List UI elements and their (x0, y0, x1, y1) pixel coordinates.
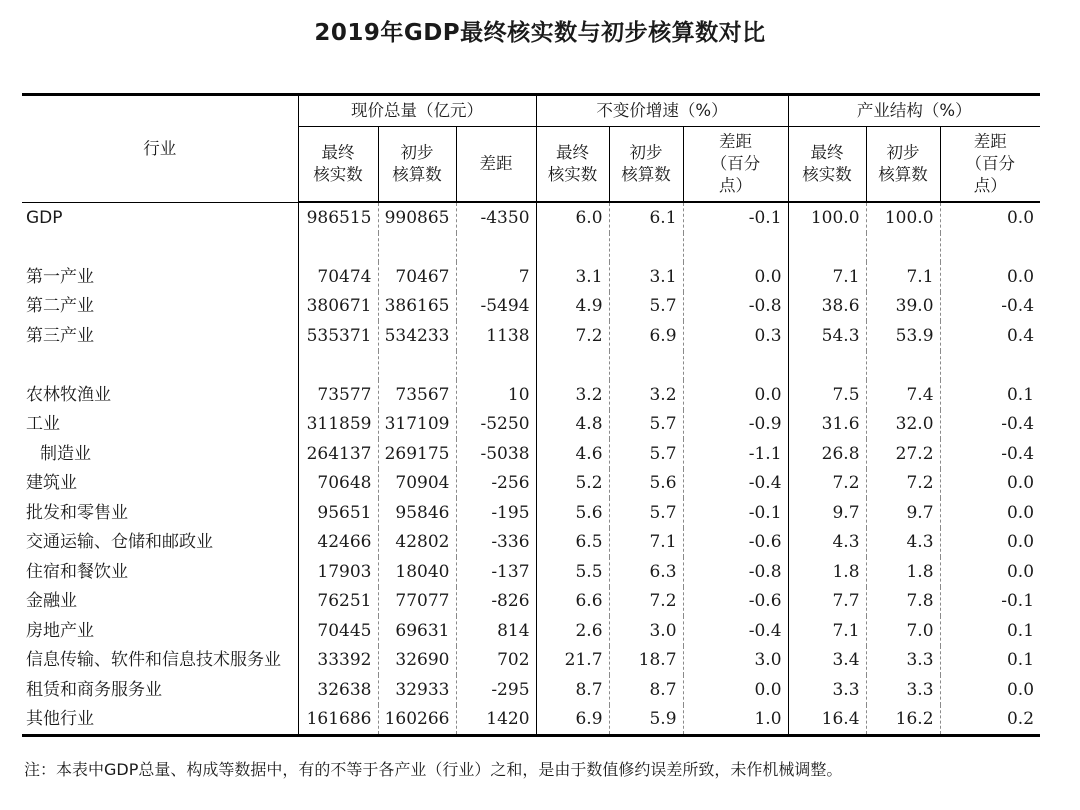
cell-structure-final: 3.4 (788, 646, 866, 676)
cell-structure-final: 100.0 (788, 202, 866, 233)
row-industry-name: 农林牧渔业 (26, 384, 111, 405)
cell-total-prelim: 32690 (378, 646, 456, 676)
cell-structure-diff: 0.0 (940, 528, 1040, 558)
cell-structure-diff: 0.1 (940, 616, 1040, 646)
cell-total-diff: 1420 (456, 705, 536, 736)
cell-total-prelim: 95846 (378, 498, 456, 528)
cell-structure-prelim: 27.2 (866, 439, 940, 469)
cell-total-final: 33392 (298, 646, 378, 676)
cell-total-final: 264137 (298, 439, 378, 469)
gdp-comparison-table (22, 93, 1040, 737)
cell-growth-prelim: 3.0 (609, 616, 683, 646)
footnote: 注：本表中GDP总量、构成等数据中，有的不等于各产业（行业）之和，是由于数值修约误差所致，未作机械调整。 (24, 760, 843, 779)
table-row (22, 439, 1040, 469)
cell-growth-prelim: 7.1 (609, 528, 683, 558)
table-row (22, 469, 1040, 499)
cell-growth-final: 3.2 (536, 380, 609, 410)
cell-growth-diff: -0.9 (683, 410, 788, 440)
cell-growth-prelim: 6.1 (609, 202, 683, 233)
cell-structure-diff: -0.4 (940, 410, 1040, 440)
cell-total-diff (456, 233, 536, 263)
cell-structure-prelim: 3.3 (866, 675, 940, 705)
cell-growth-final (536, 233, 609, 263)
table-row (22, 410, 1040, 440)
cell-total-final: 161686 (298, 705, 378, 736)
cell-growth-diff: -0.1 (683, 202, 788, 233)
cell-growth-final: 4.9 (536, 292, 609, 322)
cell-structure-diff: -0.1 (940, 587, 1040, 617)
cell-total-prelim: 18040 (378, 557, 456, 587)
cell-growth-final: 5.6 (536, 498, 609, 528)
table-title: 2019年GDP最终核实数与初步核算数对比 (314, 20, 766, 46)
row-industry-name: GDP (26, 207, 63, 228)
table-row (22, 675, 1040, 705)
cell-structure-final: 7.7 (788, 587, 866, 617)
cell-growth-final: 5.2 (536, 469, 609, 499)
cell-structure-diff: -0.4 (940, 439, 1040, 469)
cell-growth-final: 4.8 (536, 410, 609, 440)
cell-growth-prelim: 5.9 (609, 705, 683, 736)
cell-total-prelim: 317109 (378, 410, 456, 440)
cell-structure-prelim: 7.8 (866, 587, 940, 617)
cell-total-diff: -137 (456, 557, 536, 587)
table-row (22, 380, 1040, 410)
cell-structure-prelim: 4.3 (866, 528, 940, 558)
cell-growth-final: 2.6 (536, 616, 609, 646)
cell-growth-final: 6.9 (536, 705, 609, 736)
cell-structure-prelim: 32.0 (866, 410, 940, 440)
header-growth-prelim: 初步 核算数 (609, 127, 683, 203)
cell-total-diff: -256 (456, 469, 536, 499)
header-growth-diff: 差距 （百分 点） (683, 127, 788, 203)
cell-growth-final (536, 351, 609, 381)
cell-structure-prelim: 7.1 (866, 262, 940, 292)
cell-total-prelim: 990865 (378, 202, 456, 233)
header-structure-diff: 差距 （百分 点） (940, 127, 1040, 203)
cell-growth-final: 5.5 (536, 557, 609, 587)
cell-total-prelim: 160266 (378, 705, 456, 736)
table-row (22, 705, 1040, 736)
cell-growth-prelim: 6.9 (609, 321, 683, 351)
cell-structure-final: 38.6 (788, 292, 866, 322)
table-row (22, 528, 1040, 558)
cell-total-final: 95651 (298, 498, 378, 528)
cell-growth-diff: 3.0 (683, 646, 788, 676)
cell-growth-diff: -0.1 (683, 498, 788, 528)
row-industry-name: 第二产业 (26, 296, 94, 317)
cell-total-final: 70445 (298, 616, 378, 646)
header-growth-final: 最终 核实数 (536, 127, 609, 203)
cell-structure-diff: 0.0 (940, 469, 1040, 499)
cell-total-prelim: 386165 (378, 292, 456, 322)
cell-growth-diff: -0.6 (683, 528, 788, 558)
cell-structure-final: 9.7 (788, 498, 866, 528)
row-industry-name (22, 233, 298, 263)
cell-growth-final: 7.2 (536, 321, 609, 351)
cell-growth-final: 8.7 (536, 675, 609, 705)
cell-total-prelim: 69631 (378, 616, 456, 646)
cell-structure-final: 3.3 (788, 675, 866, 705)
cell-structure-final: 16.4 (788, 705, 866, 736)
table-body (22, 202, 1040, 736)
cell-structure-prelim: 7.2 (866, 469, 940, 499)
cell-growth-final: 6.5 (536, 528, 609, 558)
cell-total-diff: 702 (456, 646, 536, 676)
spacer-row (22, 351, 1040, 381)
table-row (22, 587, 1040, 617)
row-industry-name: 金融业 (26, 591, 77, 612)
cell-total-diff: -336 (456, 528, 536, 558)
table-row (22, 292, 1040, 322)
cell-total-final: 70474 (298, 262, 378, 292)
cell-growth-diff: -0.8 (683, 557, 788, 587)
cell-structure-final: 31.6 (788, 410, 866, 440)
cell-total-final: 73577 (298, 380, 378, 410)
cell-structure-prelim: 7.0 (866, 616, 940, 646)
header-group-total: 现价总量（亿元） (298, 95, 536, 127)
cell-total-final: 32638 (298, 675, 378, 705)
cell-total-final: 380671 (298, 292, 378, 322)
cell-growth-prelim: 3.2 (609, 380, 683, 410)
row-industry-name: 制造业 (40, 443, 91, 464)
cell-growth-prelim: 5.7 (609, 498, 683, 528)
cell-growth-diff (683, 351, 788, 381)
cell-structure-prelim: 1.8 (866, 557, 940, 587)
cell-total-prelim (378, 233, 456, 263)
cell-growth-diff: -1.1 (683, 439, 788, 469)
cell-growth-final: 21.7 (536, 646, 609, 676)
cell-structure-final: 7.2 (788, 469, 866, 499)
cell-structure-diff: 0.1 (940, 646, 1040, 676)
cell-structure-prelim: 9.7 (866, 498, 940, 528)
cell-total-diff: -5250 (456, 410, 536, 440)
cell-total-prelim (378, 351, 456, 381)
cell-structure-final: 26.8 (788, 439, 866, 469)
cell-growth-prelim: 7.2 (609, 587, 683, 617)
cell-growth-diff: -0.4 (683, 616, 788, 646)
cell-structure-prelim: 100.0 (866, 202, 940, 233)
table-row (22, 202, 1040, 233)
cell-structure-final (788, 233, 866, 263)
cell-structure-prelim (866, 351, 940, 381)
cell-structure-diff (940, 351, 1040, 381)
cell-total-final (298, 351, 378, 381)
cell-total-final: 70648 (298, 469, 378, 499)
cell-structure-prelim: 7.4 (866, 380, 940, 410)
row-industry-name: 建筑业 (26, 473, 77, 494)
cell-total-final: 76251 (298, 587, 378, 617)
header-total-final: 最终 核实数 (298, 127, 378, 203)
row-industry-name: 住宿和餐饮业 (26, 561, 128, 582)
row-industry-name: 工业 (26, 414, 60, 435)
cell-structure-diff: -0.4 (940, 292, 1040, 322)
cell-total-diff: -5038 (456, 439, 536, 469)
cell-total-diff: 10 (456, 380, 536, 410)
cell-total-prelim: 269175 (378, 439, 456, 469)
header-total-diff: 差距 (456, 127, 536, 203)
cell-growth-final: 6.6 (536, 587, 609, 617)
table-row (22, 321, 1040, 351)
cell-growth-prelim: 8.7 (609, 675, 683, 705)
cell-structure-diff: 0.0 (940, 262, 1040, 292)
cell-structure-final: 7.1 (788, 262, 866, 292)
row-industry-name (22, 351, 298, 381)
cell-total-final: 42466 (298, 528, 378, 558)
header-structure-prelim: 初步 核算数 (866, 127, 940, 203)
cell-total-final (298, 233, 378, 263)
cell-total-prelim: 77077 (378, 587, 456, 617)
cell-growth-final: 3.1 (536, 262, 609, 292)
header-total-prelim: 初步 核算数 (378, 127, 456, 203)
cell-growth-diff: 0.0 (683, 380, 788, 410)
cell-structure-final: 7.1 (788, 616, 866, 646)
cell-growth-diff: -0.8 (683, 292, 788, 322)
table-row (22, 498, 1040, 528)
header-structure-final: 最终 核实数 (788, 127, 866, 203)
cell-total-diff: -5494 (456, 292, 536, 322)
table-row (22, 646, 1040, 676)
spacer-row (22, 233, 1040, 263)
cell-growth-prelim: 3.1 (609, 262, 683, 292)
cell-structure-final: 54.3 (788, 321, 866, 351)
header-industry: 行业 (22, 95, 298, 203)
cell-total-prelim: 534233 (378, 321, 456, 351)
row-industry-name: 交通运输、仓储和邮政业 (26, 532, 213, 553)
cell-growth-final: 6.0 (536, 202, 609, 233)
cell-growth-prelim: 5.7 (609, 292, 683, 322)
cell-structure-prelim: 16.2 (866, 705, 940, 736)
cell-structure-prelim: 53.9 (866, 321, 940, 351)
cell-structure-prelim (866, 233, 940, 263)
cell-total-final: 986515 (298, 202, 378, 233)
cell-structure-final: 7.5 (788, 380, 866, 410)
cell-total-prelim: 70467 (378, 262, 456, 292)
cell-total-diff: -4350 (456, 202, 536, 233)
row-industry-name: 其他行业 (26, 709, 94, 730)
cell-growth-prelim (609, 233, 683, 263)
row-industry-name: 第三产业 (26, 325, 94, 346)
cell-growth-diff: 0.0 (683, 262, 788, 292)
cell-structure-diff: 0.1 (940, 380, 1040, 410)
cell-structure-diff (940, 233, 1040, 263)
cell-total-diff: -195 (456, 498, 536, 528)
cell-structure-diff: 0.0 (940, 498, 1040, 528)
cell-structure-prelim: 3.3 (866, 646, 940, 676)
cell-growth-prelim: 5.7 (609, 410, 683, 440)
cell-structure-diff: 0.0 (940, 675, 1040, 705)
cell-total-diff: 814 (456, 616, 536, 646)
header-group-growth: 不变价增速（%） (536, 95, 788, 127)
cell-growth-prelim: 5.6 (609, 469, 683, 499)
cell-total-final: 311859 (298, 410, 378, 440)
row-industry-name: 第一产业 (26, 266, 94, 287)
cell-growth-diff (683, 233, 788, 263)
cell-total-diff: -826 (456, 587, 536, 617)
cell-structure-final (788, 351, 866, 381)
cell-total-prelim: 70904 (378, 469, 456, 499)
cell-total-final: 535371 (298, 321, 378, 351)
cell-total-diff (456, 351, 536, 381)
cell-structure-diff: 0.0 (940, 202, 1040, 233)
row-industry-name: 批发和零售业 (26, 502, 128, 523)
table-row (22, 616, 1040, 646)
cell-total-diff: 1138 (456, 321, 536, 351)
cell-growth-prelim (609, 351, 683, 381)
cell-growth-diff: -0.4 (683, 469, 788, 499)
cell-structure-final: 1.8 (788, 557, 866, 587)
cell-growth-prelim: 6.3 (609, 557, 683, 587)
row-industry-name: 房地产业 (26, 620, 94, 641)
cell-growth-final: 4.6 (536, 439, 609, 469)
cell-total-final: 17903 (298, 557, 378, 587)
cell-structure-diff: 0.2 (940, 705, 1040, 736)
cell-total-diff: 7 (456, 262, 536, 292)
cell-total-prelim: 42802 (378, 528, 456, 558)
cell-total-diff: -295 (456, 675, 536, 705)
row-industry-name: 租赁和商务服务业 (26, 679, 162, 700)
cell-structure-prelim: 39.0 (866, 292, 940, 322)
table-row (22, 262, 1040, 292)
table-row (22, 557, 1040, 587)
cell-structure-diff: 0.0 (940, 557, 1040, 587)
cell-structure-final: 4.3 (788, 528, 866, 558)
header-group-structure: 产业结构（%） (788, 95, 1040, 127)
cell-total-prelim: 32933 (378, 675, 456, 705)
row-industry-name: 信息传输、软件和信息技术服务业 (26, 650, 281, 671)
cell-growth-diff: -0.6 (683, 587, 788, 617)
cell-growth-diff: 0.0 (683, 675, 788, 705)
cell-growth-diff: 0.3 (683, 321, 788, 351)
cell-growth-prelim: 5.7 (609, 439, 683, 469)
cell-growth-diff: 1.0 (683, 705, 788, 736)
cell-structure-diff: 0.4 (940, 321, 1040, 351)
cell-growth-prelim: 18.7 (609, 646, 683, 676)
cell-total-prelim: 73567 (378, 380, 456, 410)
